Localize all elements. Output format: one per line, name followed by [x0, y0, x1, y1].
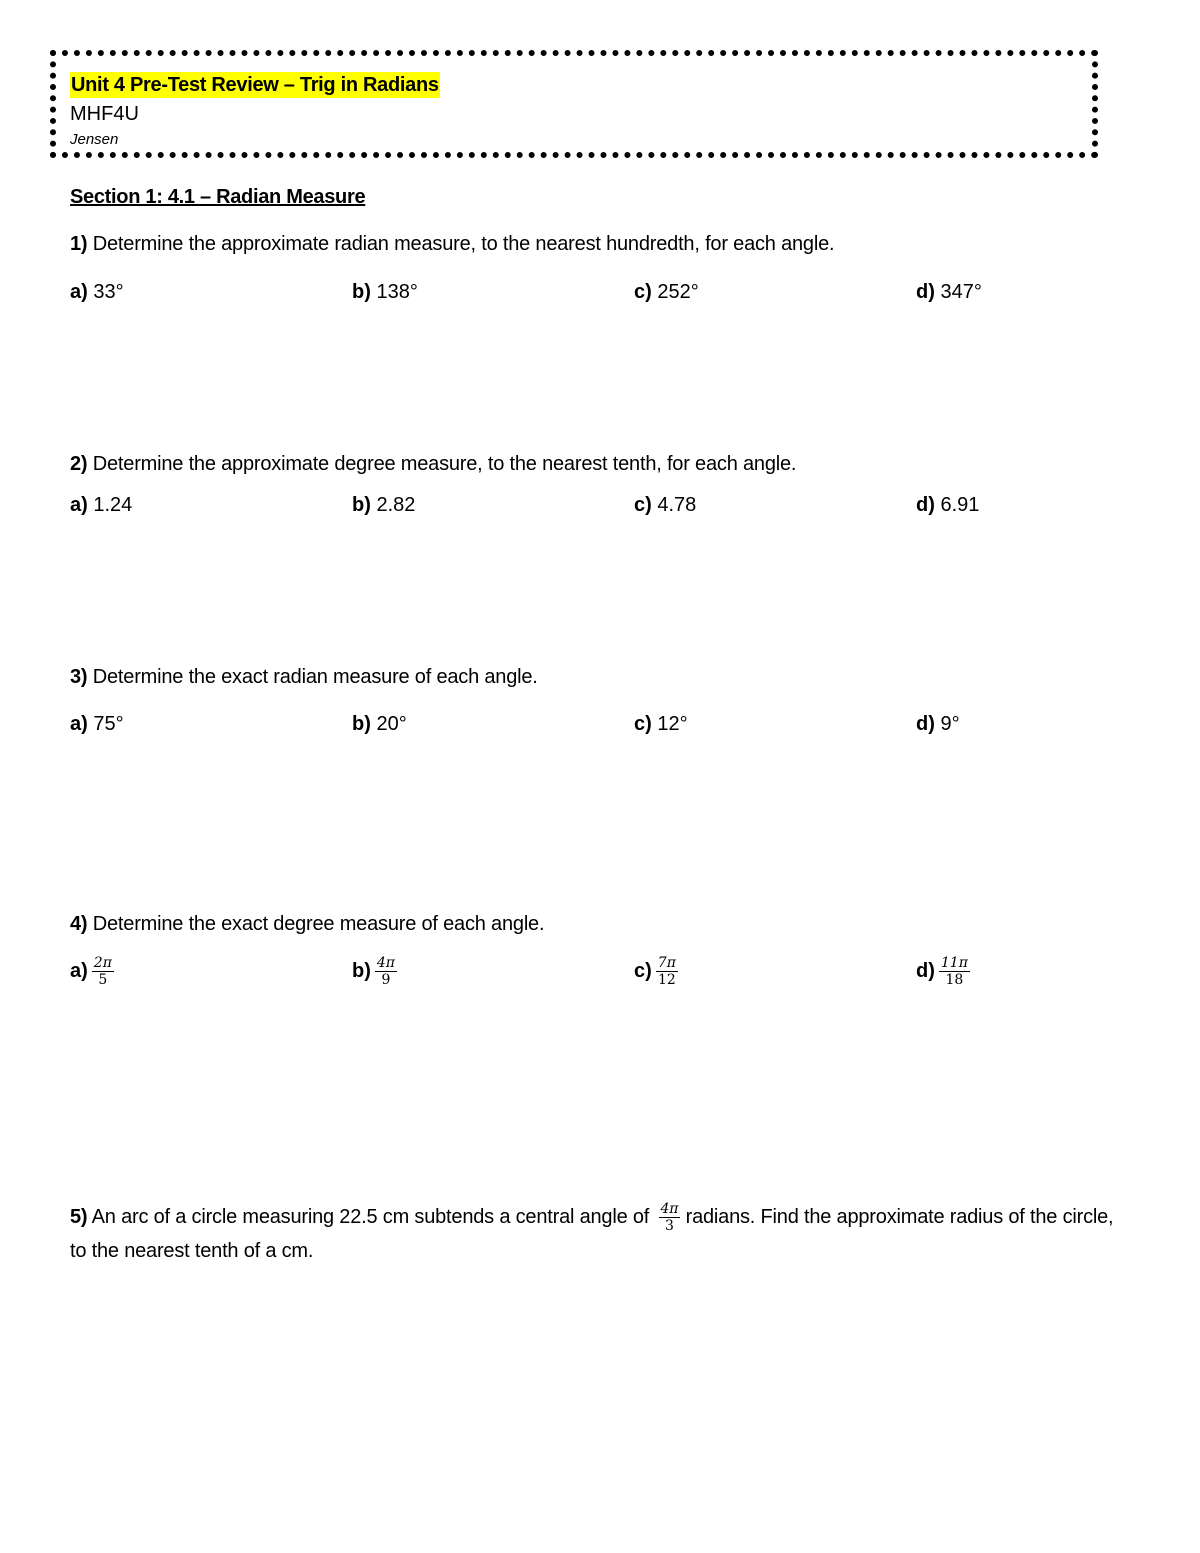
page-title: Unit 4 Pre-Test Review – Trig in Radians [71, 74, 439, 96]
question-text: Determine the exact radian measure of each angle. [92, 666, 538, 688]
q2-option-a: a) 1.24 [70, 494, 133, 516]
question-text: Determine the exact degree measure of each angle. [92, 913, 545, 935]
question-4 [70, 911, 544, 937]
question-3 [70, 664, 538, 690]
question-number: 4) [70, 913, 88, 935]
question-text: Determine the approximate radian measure, to the nearest hundredth, for each angle. [92, 233, 835, 255]
q4-option-c: c) $\frac{7\pi}{12}$ [634, 955, 676, 988]
question-text-before: An arc of a circle measuring 22.5 cm subtends a central angle of [91, 1206, 650, 1228]
q4-option-d: d) $\frac{11\pi}{18}$ [916, 955, 968, 988]
q1-option-d: d) 347° [916, 281, 982, 303]
question-number: 2) [70, 453, 88, 475]
fraction: $\frac{4\pi}{9}$ [376, 955, 395, 988]
q3-option-c: c) 12° [634, 713, 688, 735]
q2-option-c: c) 4.78 [634, 494, 697, 516]
header-box [50, 50, 1098, 158]
q3-option-d: d) 9° [916, 713, 960, 735]
q1-option-b: b) 138° [352, 281, 418, 303]
question-2 [70, 451, 796, 477]
q3-option-b: b) 20° [352, 713, 407, 735]
q1-option-a: a) 33° [70, 281, 124, 303]
q2-option-b: b) 2.82 [352, 494, 416, 516]
question-text-after: radians. Find the approximate radius of the circle, to the nearest tenth of a cm. [70, 1206, 1114, 1263]
fraction: $\frac{2\pi}{5}$ [93, 955, 112, 988]
question-number: 3) [70, 666, 88, 688]
q2-option-d: d) 6.91 [916, 494, 980, 516]
q1-option-c: c) 252° [634, 281, 699, 303]
course-code: MHF4U [70, 103, 139, 125]
question-text: Determine the approximate degree measure, to the nearest tenth, for each angle. [92, 453, 797, 475]
question-1 [70, 231, 834, 257]
q3-option-a: a) 75° [70, 713, 124, 735]
teacher-name: Jensen [70, 131, 119, 148]
question-5 [70, 1200, 1130, 1268]
fraction: $\frac{4\pi}{3}$ [660, 1201, 679, 1235]
question-number: 1) [70, 233, 88, 255]
section-heading: Section 1: 4.1 – Radian Measure [70, 186, 366, 208]
fraction: $\frac{7\pi}{12}$ [657, 955, 676, 988]
fraction: $\frac{11\pi}{18}$ [940, 955, 968, 988]
q4-option-b: b) $\frac{4\pi}{9}$ [352, 955, 395, 988]
q4-option-a: a) $\frac{2\pi}{5}$ [70, 955, 112, 988]
question-number: 5) [70, 1206, 88, 1228]
